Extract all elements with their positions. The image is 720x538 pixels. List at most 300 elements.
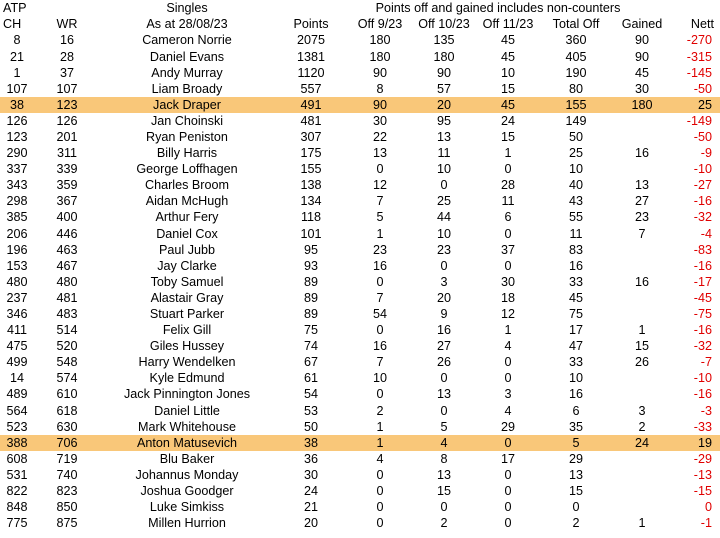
points-cell: 74	[303, 339, 318, 354]
off-10-cell: 10	[436, 162, 451, 177]
player-name-cell: Harry Wendelken	[138, 355, 236, 370]
ch-cell: 531	[6, 467, 28, 482]
off-9-cell: 7	[376, 194, 384, 209]
nett-cell: 0	[704, 500, 712, 515]
ch-cell: 337	[6, 162, 28, 177]
player-name-cell: Toby Samuel	[150, 274, 224, 289]
total-off-cell: 33	[568, 274, 583, 289]
off-11-header: Off 11/23	[482, 17, 534, 32]
nett-cell: -45	[693, 290, 712, 305]
table-row	[0, 193, 720, 209]
nett-cell: -50	[693, 129, 712, 144]
points-cell: 89	[303, 274, 318, 289]
nett-header: Nett	[690, 17, 714, 32]
gained-cell	[612, 161, 672, 177]
off-11-cell: 0	[504, 371, 512, 386]
total-off-cell: 40	[568, 178, 583, 193]
off-10-cell: 180	[433, 49, 455, 64]
gained-cell	[612, 290, 672, 306]
nett-cell: -83	[693, 242, 712, 257]
points-cell: 1120	[297, 65, 325, 80]
off-11-cell: 45	[500, 33, 515, 48]
gained-cell	[612, 306, 672, 322]
off-11-cell: 0	[504, 162, 512, 177]
off-11-cell: 1	[504, 323, 512, 338]
ch-cell: 107	[6, 81, 28, 96]
wr-cell: 520	[56, 339, 78, 354]
nett-cell: -10	[693, 162, 712, 177]
off-11-cell: 6	[504, 210, 512, 225]
gained-cell: 30	[634, 81, 649, 96]
points-cell: 491	[274, 97, 348, 113]
wr-cell: 463	[56, 242, 78, 257]
off-11-cell: 0	[476, 435, 540, 451]
off-10-header: Off 10/23	[418, 17, 470, 32]
off-9-cell: 23	[372, 242, 387, 257]
wr-cell: 28	[59, 49, 74, 64]
total-off-cell: 75	[568, 307, 583, 322]
off-9-cell: 1	[348, 435, 412, 451]
gained-cell: 90	[634, 49, 649, 64]
points-note-header: Points off and gained includes non-counters	[375, 1, 621, 16]
off-9-cell: 16	[372, 258, 387, 273]
table-row	[0, 451, 720, 467]
off-9-cell: 0	[376, 500, 384, 515]
player-name-cell: Andy Murray	[151, 65, 223, 80]
total-off-cell: 80	[568, 81, 583, 96]
off-11-cell: 0	[504, 467, 512, 482]
off-10-cell: 15	[436, 484, 451, 499]
wr-cell: 367	[56, 194, 78, 209]
total-off-cell: 11	[569, 226, 583, 241]
player-name-cell: Giles Hussey	[149, 339, 225, 354]
off-11-cell: 24	[500, 113, 515, 128]
wr-cell: 123	[34, 97, 100, 113]
off-10-cell: 95	[436, 113, 451, 128]
nett-cell: -315	[686, 49, 712, 64]
gained-cell	[612, 499, 672, 515]
gained-cell: 1	[638, 323, 646, 338]
off-9-cell: 10	[372, 371, 387, 386]
off-10-cell: 135	[433, 33, 455, 48]
table-row	[0, 354, 720, 370]
ch-cell: 298	[6, 194, 28, 209]
table-row	[0, 435, 720, 451]
table-row	[0, 145, 720, 161]
points-cell: 307	[300, 129, 322, 144]
wr-cell: 37	[59, 65, 74, 80]
player-name-cell: George Loffhagen	[136, 162, 238, 177]
off-9-cell: 1	[376, 419, 384, 434]
gained-cell	[612, 451, 672, 467]
off-11-cell: 30	[500, 274, 515, 289]
wr-cell: 16	[59, 33, 74, 48]
nett-cell: -16	[693, 258, 712, 273]
off-11-cell: 17	[500, 451, 515, 466]
off-10-cell: 9	[440, 307, 448, 322]
ch-cell: 564	[6, 403, 28, 418]
total-off-cell: 405	[565, 49, 587, 64]
table-row	[0, 48, 720, 64]
player-name-cell: Kyle Edmund	[149, 371, 225, 386]
off-11-cell: 45	[500, 49, 515, 64]
points-cell: 89	[303, 290, 318, 305]
total-off-cell: 55	[568, 210, 583, 225]
off-11-cell: 0	[504, 258, 512, 273]
off-9-cell: 1	[376, 226, 384, 241]
total-off-cell: 6	[572, 403, 580, 418]
total-off-cell: 25	[568, 146, 583, 161]
off-11-cell: 10	[500, 65, 515, 80]
ch-cell: 822	[6, 484, 28, 499]
nett-cell: -27	[693, 178, 712, 193]
gained-cell: 27	[634, 194, 649, 209]
nett-cell: 19	[672, 435, 720, 451]
nett-cell: -15	[693, 484, 712, 499]
player-name-cell: Aidan McHugh	[145, 194, 229, 209]
points-cell: 50	[303, 419, 318, 434]
wr-cell: 719	[56, 451, 78, 466]
off-10-cell: 10	[436, 226, 451, 241]
off-9-cell: 180	[369, 33, 391, 48]
off-9-cell: 8	[376, 81, 384, 96]
ch-cell: 38	[0, 97, 34, 113]
header-row-2	[0, 16, 720, 32]
nett-cell: -9	[700, 146, 712, 161]
player-name-cell: Daniel Cox	[156, 226, 218, 241]
off-9-cell: 180	[369, 49, 391, 64]
wr-header: WR	[56, 17, 78, 32]
points-cell: 95	[303, 242, 318, 257]
ch-cell: 1	[13, 65, 21, 80]
nett-cell: -149	[686, 113, 712, 128]
player-name-cell: Felix Gill	[162, 323, 212, 338]
wr-cell: 339	[56, 162, 78, 177]
off-9-cell: 0	[376, 387, 384, 402]
table-row	[0, 419, 720, 435]
ch-cell: 206	[6, 226, 28, 241]
wr-cell: 823	[56, 484, 78, 499]
player-name-cell: Ryan Peniston	[146, 129, 228, 144]
points-cell: 53	[303, 403, 318, 418]
nett-cell: -10	[693, 371, 712, 386]
wr-cell: 126	[56, 113, 78, 128]
gained-cell	[612, 129, 672, 145]
total-off-header: Total Off	[552, 17, 600, 32]
ch-cell: 196	[6, 242, 28, 257]
gained-cell: 3	[638, 403, 646, 418]
wr-cell: 875	[56, 516, 78, 531]
wr-cell: 483	[56, 307, 78, 322]
table-row	[0, 177, 720, 193]
nett-cell: -13	[693, 467, 712, 482]
gained-cell: 16	[634, 274, 649, 289]
total-off-cell: 2	[572, 516, 580, 531]
off-9-cell: 54	[372, 307, 387, 322]
table-row	[0, 515, 720, 531]
ch-cell: 848	[6, 500, 28, 515]
nett-cell: -3	[700, 403, 712, 418]
off-10-cell: 16	[436, 323, 451, 338]
nett-cell: -16	[693, 323, 712, 338]
points-cell: 21	[303, 500, 318, 515]
points-cell: 89	[303, 307, 318, 322]
off-11-cell: 0	[504, 500, 512, 515]
gained-cell: 24	[612, 435, 672, 451]
off-10-cell: 0	[440, 371, 448, 386]
off-11-cell: 0	[504, 355, 512, 370]
points-cell: 2075	[296, 33, 326, 48]
wr-cell: 446	[56, 226, 78, 241]
ch-cell: 475	[6, 339, 28, 354]
player-name-cell: Alastair Gray	[150, 290, 224, 305]
off-9-cell: 13	[372, 146, 387, 161]
off-9-cell: 4	[376, 451, 384, 466]
player-name-cell: Daniel Evans	[149, 49, 225, 64]
table-row	[0, 467, 720, 483]
total-off-cell: 29	[568, 451, 583, 466]
off-9-cell: 7	[376, 290, 384, 305]
player-name-cell: Paul Jubb	[158, 242, 215, 257]
off-9-cell: 0	[376, 516, 384, 531]
points-cell: 30	[303, 467, 318, 482]
ch-cell: 523	[6, 419, 28, 434]
gained-cell: 15	[634, 339, 649, 354]
off-11-cell: 0	[504, 226, 512, 241]
total-off-cell: 45	[568, 290, 583, 305]
total-off-cell: 47	[568, 339, 583, 354]
table-row	[0, 290, 720, 306]
points-cell: 118	[300, 210, 322, 225]
nett-cell: -1	[700, 516, 712, 531]
table-row	[0, 81, 720, 97]
off-11-cell: 0	[504, 516, 512, 531]
player-name-cell: Billy Harris	[156, 146, 218, 161]
off-10-cell: 3	[440, 274, 448, 289]
off-9-cell: 2	[376, 403, 384, 418]
off-9-cell: 0	[376, 162, 384, 177]
off-11-cell: 15	[500, 81, 515, 96]
points-cell: 557	[300, 81, 322, 96]
wr-cell: 107	[56, 81, 78, 96]
wr-cell: 514	[56, 323, 78, 338]
ch-cell: 343	[6, 178, 28, 193]
table-row	[0, 113, 720, 129]
points-cell: 101	[300, 226, 322, 241]
gained-cell	[612, 483, 672, 499]
points-cell: 155	[300, 162, 322, 177]
table-row	[0, 370, 720, 386]
ch-cell: 14	[9, 371, 24, 386]
gained-cell: 2	[638, 419, 646, 434]
player-name-cell: Jan Choinski	[150, 113, 224, 128]
off-11-cell: 3	[504, 387, 512, 402]
table-row	[0, 32, 720, 48]
ch-cell: 153	[6, 258, 28, 273]
ch-cell: 346	[6, 307, 28, 322]
points-cell: 24	[303, 484, 318, 499]
off-10-cell: 5	[440, 419, 448, 434]
off-10-cell: 4	[412, 435, 476, 451]
gained-cell	[612, 258, 672, 274]
points-cell: 138	[300, 178, 322, 193]
total-off-cell: 35	[568, 419, 583, 434]
off-10-cell: 13	[436, 467, 451, 482]
player-name-cell: Stuart Parker	[149, 307, 225, 322]
table-row	[0, 209, 720, 225]
off-9-header: Off 9/23	[357, 17, 403, 32]
off-10-cell: 2	[440, 516, 448, 531]
nett-cell: -33	[693, 419, 712, 434]
table-row	[0, 499, 720, 515]
ch-cell: 8	[13, 33, 21, 48]
table-row	[0, 242, 720, 258]
points-cell: 481	[300, 113, 322, 128]
wr-cell: 850	[56, 500, 78, 515]
points-cell: 175	[300, 146, 322, 161]
total-off-cell: 5	[540, 435, 612, 451]
nett-cell: -32	[693, 339, 712, 354]
nett-cell: -145	[686, 65, 712, 80]
off-9-cell: 16	[372, 339, 387, 354]
gained-cell	[612, 467, 672, 483]
wr-cell: 400	[56, 210, 78, 225]
off-9-cell: 0	[376, 484, 384, 499]
off-11-cell: 28	[500, 178, 515, 193]
gained-header: Gained	[621, 17, 663, 32]
total-off-cell: 360	[565, 33, 587, 48]
table-row	[0, 65, 720, 81]
off-10-cell: 20	[412, 97, 476, 113]
ch-cell: 290	[6, 146, 28, 161]
points-cell: 36	[303, 451, 318, 466]
player-name-cell: Jack Pinnington Jones	[123, 387, 251, 402]
off-11-cell: 1	[504, 146, 512, 161]
player-name-cell: Millen Hurrion	[148, 516, 226, 531]
wr-cell: 201	[56, 129, 78, 144]
wr-cell: 480	[56, 274, 78, 289]
ch-cell: 480	[6, 274, 28, 289]
off-10-cell: 13	[436, 129, 451, 144]
player-name-cell: Joshua Goodger	[140, 484, 234, 499]
ch-cell: 489	[6, 387, 28, 402]
player-name-cell: Mark Whitehouse	[138, 419, 236, 434]
ch-cell: 388	[0, 435, 34, 451]
off-10-cell: 23	[436, 242, 451, 257]
off-10-cell: 0	[440, 403, 448, 418]
atp-header: ATP	[3, 1, 27, 16]
table-row	[0, 338, 720, 354]
total-off-cell: 190	[565, 65, 587, 80]
gained-cell: 180	[612, 97, 672, 113]
wr-cell: 574	[56, 371, 78, 386]
off-10-cell: 20	[436, 290, 451, 305]
off-9-cell: 7	[376, 355, 384, 370]
nett-cell: -16	[693, 387, 712, 402]
wr-cell: 359	[56, 178, 78, 193]
wr-cell: 481	[56, 290, 78, 305]
off-9-cell: 90	[372, 65, 387, 80]
points-cell: 61	[303, 371, 318, 386]
off-11-cell: 37	[500, 242, 515, 257]
nett-cell: -16	[693, 194, 712, 209]
total-off-cell: 10	[568, 371, 583, 386]
nett-cell: 25	[672, 97, 720, 113]
player-name-cell: Arthur Fery	[155, 210, 219, 225]
off-10-cell: 44	[436, 210, 451, 225]
off-9-cell: 30	[372, 113, 387, 128]
nett-cell: -50	[693, 81, 712, 96]
ch-header: CH	[3, 17, 22, 32]
gained-cell: 26	[634, 355, 649, 370]
ch-cell: 385	[6, 210, 28, 225]
player-name-cell: Cameron Norrie	[142, 33, 232, 48]
nett-cell: -32	[693, 210, 712, 225]
wr-cell: 548	[56, 355, 78, 370]
table-row	[0, 322, 720, 338]
ch-cell: 21	[9, 49, 24, 64]
off-9-cell: 12	[372, 178, 387, 193]
off-11-cell: 0	[504, 484, 512, 499]
total-off-cell: 155	[540, 97, 612, 113]
table-row	[0, 161, 720, 177]
wr-cell: 630	[56, 419, 78, 434]
off-11-cell: 12	[500, 307, 515, 322]
player-name-cell: Luke Simkiss	[149, 500, 225, 515]
singles-header: Singles	[166, 1, 208, 16]
table-row	[0, 258, 720, 274]
table-row	[0, 306, 720, 322]
gained-cell: 90	[634, 33, 649, 48]
off-10-cell: 27	[436, 339, 451, 354]
gained-cell: 45	[634, 65, 649, 80]
gained-cell: 13	[634, 178, 649, 193]
points-cell: 1381	[296, 49, 326, 64]
gained-cell: 16	[634, 146, 649, 161]
total-off-cell: 16	[568, 258, 583, 273]
nett-cell: -4	[700, 226, 712, 241]
wr-cell: 706	[34, 435, 100, 451]
off-11-cell: 18	[500, 290, 515, 305]
points-cell: 75	[303, 323, 318, 338]
wr-cell: 311	[56, 146, 78, 161]
points-header: Points	[293, 17, 329, 32]
off-9-cell: 5	[376, 210, 384, 225]
off-11-cell: 45	[476, 97, 540, 113]
off-10-cell: 90	[436, 65, 451, 80]
nett-cell: -17	[693, 274, 712, 289]
table-row	[0, 403, 720, 419]
gained-cell	[612, 242, 672, 258]
ch-cell: 123	[6, 129, 28, 144]
ch-cell: 499	[6, 355, 28, 370]
points-cell: 93	[303, 258, 318, 273]
gained-cell	[612, 386, 672, 402]
wr-cell: 740	[56, 467, 78, 482]
off-9-cell: 90	[348, 97, 412, 113]
player-name-cell: Jack Draper	[100, 97, 274, 113]
off-10-cell: 0	[440, 500, 448, 515]
off-10-cell: 11	[437, 146, 451, 161]
player-name-cell: Anton Matusevich	[100, 435, 274, 451]
off-11-cell: 4	[504, 403, 512, 418]
player-name-cell: Johannus Monday	[135, 467, 239, 482]
as-at-header: As at 28/08/23	[146, 17, 228, 32]
off-9-cell: 22	[372, 129, 387, 144]
off-9-cell: 0	[376, 323, 384, 338]
points-cell: 67	[303, 355, 318, 370]
player-name-cell: Jay Clarke	[157, 258, 217, 273]
